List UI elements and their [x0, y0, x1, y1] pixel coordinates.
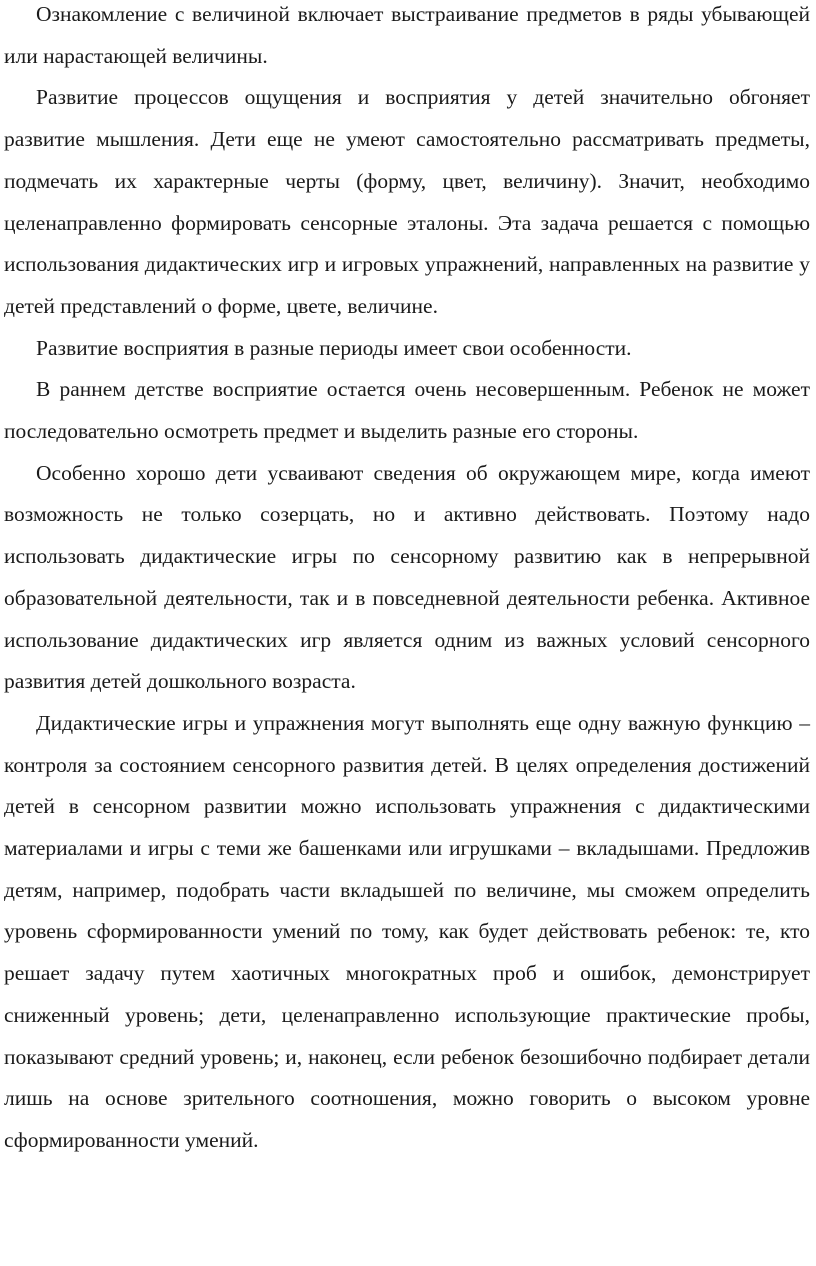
paragraph-control-function: Дидактические игры и упражнения могут выполнять еще одну важную функцию – контроля за состоянием сенсорного развития детей. В целях определения достижений детей в сенсорном развитии можно использовать упражнения с дидактическими материалами и игры с теми же башенками или игрушками – вкладышами. Предложив детям, например, подобрать части вкладышей по величине, мы сможем определить уровень сформированности умений по тому, как будет действовать ребенок: те, кто решает задачу путем хаотичных многократных проб и ошибок, демонстрирует сниженный уровень; дети, целенаправленно использующие практические пробы, показывают средний уровень; и, наконец, если ребенок безошибочно подбирает детали лишь на основе зрительного соотношения, можно говорить о высоком уровне сформированности умений. — [4, 710, 810, 1152]
paragraph-early-childhood: В раннем детстве восприятие остается очень несовершенным. Ребенок не может последовательно осмотреть предмет и выделить разные его стороны. — [4, 377, 810, 444]
paragraph-didactic-games: Особенно хорошо дети усваивают сведения об окружающем мире, когда имеют возможность не только созерцать, но и активно действовать. Поэтому надо использовать дидактические игры по сенсорному развитию как в непрерывной образовательной деятельности, так и в повседневной деятельности ребенка. Активное использование дидактических игр является одним из важных условий сенсорного развития детей дошкольного возраста. — [4, 460, 810, 694]
paragraph-perception-periods: Развитие восприятия в разные периоды имеет свои особенности. — [36, 335, 632, 360]
paragraph-perception-development: Развитие процессов ощущения и восприятия у детей значительно обгоняет развитие мышления. Дети еще не умеют самостоятельно рассматривать предметы, подмечать их характерные черты (форму, цвет, величину). Значит, необходимо целенаправленно формировать сенсорные эталоны. Эта задача решается с помощью использования дидактических игр и игровых упражнений, направленных на развитие у детей представлений о форме, цвете, величине. — [4, 85, 810, 318]
paragraph-size-ordering: Ознакомление с величиной включает выстраивание предметов в ряды убывающей или нарастающей величины. — [4, 2, 810, 68]
